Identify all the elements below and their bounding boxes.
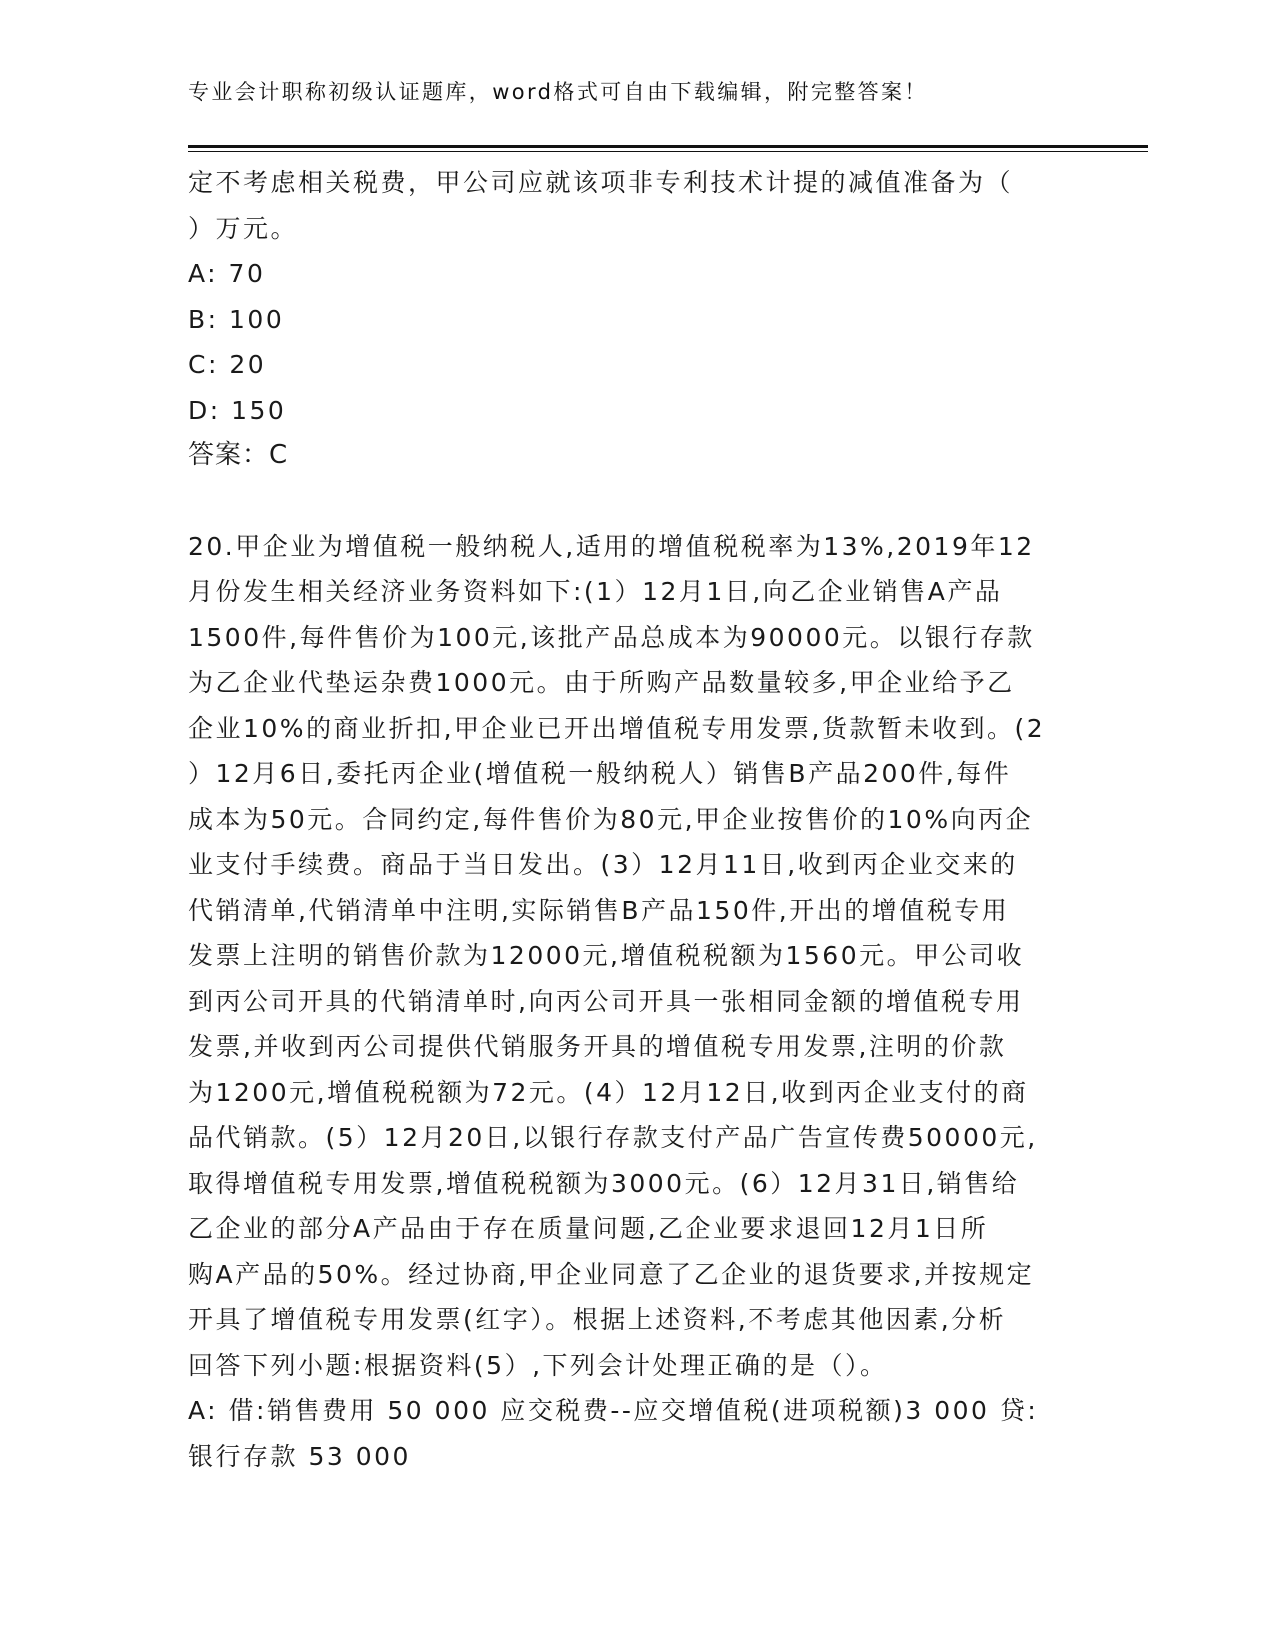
question-stem-line: 到丙公司开具的代销清单时,向丙公司开具一张相同金额的增值税专用 [188,986,1024,1016]
spacer [188,479,1088,524]
question-stem-line: 定不考虑相关税费，甲公司应就该项非专利技术计提的减值准备为（ [188,168,1014,197]
question-stem-line: ）12月6日,委托丙企业(增值税一般纳税人）销售B产品200件,每件 [188,759,1012,788]
question-stem-line: 为乙企业代垫运杂费1000元。由于所购产品数量较多,甲企业给予乙 [188,668,1015,697]
question-stem-line: 取得增值税专用发票,增值税税额为3000元。(6）12月31日,销售给 [188,1168,1020,1198]
question-stem-line: 业支付手续费。商品于当日发出。(3）12月11日,收到丙企业交来的 [188,850,1018,879]
question-stem-line: 开具了增值税专用发票(红字）。根据上述资料,不考虑其他因素,分析 [188,1305,1007,1334]
question-19 [188,160,1088,479]
question-stem-line: 月份发生相关经济业务资料如下:(1）12月1日,向乙企业销售A产品 [188,577,1003,606]
option-b: B: 100 [188,304,285,334]
option-a: A: 借:销售费用 50 000 应交税费--应交增值税(进项税额)3 000 贷: [188,1396,1039,1425]
header-rule-thin [188,151,1148,152]
question-stem-line: 发票上注明的销售价款为12000元,增值税税额为1560元。甲公司收 [188,941,1025,970]
question-stem-line: 1500件,每件售价为100元,该批产品总成本为90000元。以银行存款 [188,622,1035,652]
option-d: D: 150 [188,395,287,425]
question-stem-line: 企业10%的商业折扣,甲企业已开出增值税专用发票,货款暂未收到。(2 [188,713,1046,743]
option-a-continued: 银行存款 53 000 [188,1441,411,1471]
question-20 [188,524,1088,1480]
question-stem-line: 乙企业的部分A产品由于存在质量问题,乙企业要求退回12月1日所 [188,1214,989,1243]
question-stem-line: 购A产品的50%。经过协商,甲企业同意了乙企业的退货要求,并按规定 [188,1259,1035,1289]
question-stem-line: 成本为50元。合同约定,每件售价为80元,甲企业按售价的10%向丙企 [188,804,1034,834]
question-stem-line: 代销清单,代销清单中注明,实际销售B产品150件,开出的增值税专用 [188,895,1010,925]
answer: 答案：C [188,440,289,470]
question-stem-line: 品代销款。(5）12月20日,以银行存款支付产品广告宣传费50000元, [188,1123,1038,1152]
option-a: A: 70 [188,259,266,288]
page-header: 专业会计职称初级认证题库，word格式可自由下载编辑，附完整答案！ [188,80,928,104]
option-c: C: 20 [188,350,267,379]
question-stem-line: 发票,并收到丙公司提供代销服务开具的增值税专用发票,注明的价款 [188,1032,1007,1061]
document-body [188,160,1088,1479]
question-stem-line: ）万元。 [188,213,299,243]
question-stem-line: 20.甲企业为增值税一般纳税人,适用的增值税税率为13%,2019年12 [188,531,1035,561]
header-rule-thick [188,145,1148,148]
question-stem-line: 回答下列小题:根据资料(5）,下列会计处理正确的是（）。 [188,1350,888,1380]
question-stem-line: 为1200元,增值税税额为72元。(4）12月12日,收到丙企业支付的商 [188,1077,1029,1107]
